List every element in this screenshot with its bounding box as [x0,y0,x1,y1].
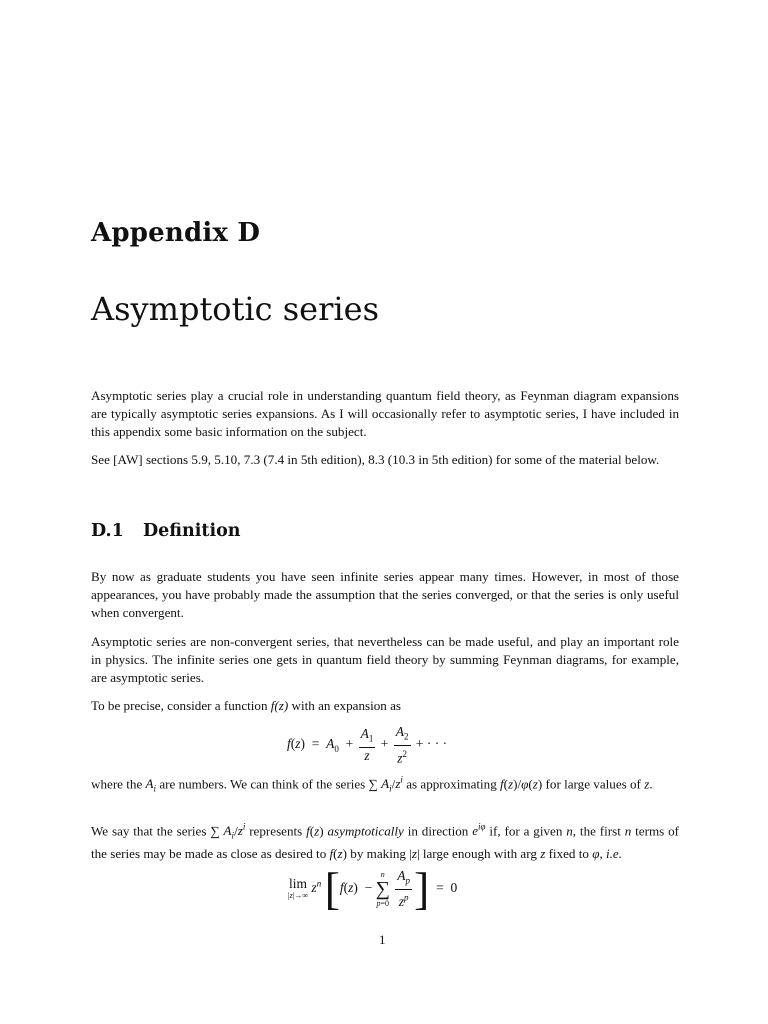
section-number: D.1 [91,521,124,541]
chapter-title: Asymptotic series [91,290,379,328]
body-paragraph-2: Asymptotic series are non-convergent series, that nevertheless can be made useful, and play an important role in physics. The infinite series one gets in quantum field theory by summing Feynman diagrams, for example, are asymptotic series. [91,634,679,685]
intro-paragraph-2: See [AW] sections 5.9, 5.10, 7.3 (7.4 in 5th edition), 8.3 (10.3 in 5th edition) for some of the material below. [91,452,660,467]
intro-paragraph-1: Asymptotic series play a crucial role in understanding quantum field theory, as Feynman diagram expansions are typically asymptotic series expansions. As I will occasionally refer to asymptotic series, I have included in this appendix some basic information on the subject. [91,388,679,439]
section-title: Definition [143,521,241,541]
equation-asymptotic-limit: lim |z|→∞ $z^n$ [f(z) − n ∑ p=0 $\frac{A_p}{z^p}$ ] = 0 [288,863,458,914]
body-paragraph-4: where the $A_i$ are numbers. We can think of the series ∑ $A_i/z^i$ as approximating f(z)/φ(z) for large values of z. [91,775,653,794]
equation-expansion: $f(z) = A_0$ + $\frac{A_1}{z}$ + $\frac{A_2}{z^2}$ + · · · [287,724,448,766]
body-paragraph-5: We say that the series ∑ $A_i/z^i$ represents f(z) asymptotically in direction $e^{i\varphi}$ if, for a given n, the first n terms of the series may be made as close as desired to f(z) by making |z| large enough with arg z fixed to φ, i.e. [91,822,680,861]
page-number: 1 [379,932,386,947]
section-heading [91,521,241,541]
chapter-label: Appendix D [91,218,261,248]
body-paragraph-3: To be precise, consider a function f(z) with an expansion as [91,698,401,713]
body-paragraph-1: By now as graduate students you have seen infinite series appear many times. However, in most of those appearances, you have probably made the assumption that the series converged, or that the series is only useful when convergent. [91,569,679,620]
